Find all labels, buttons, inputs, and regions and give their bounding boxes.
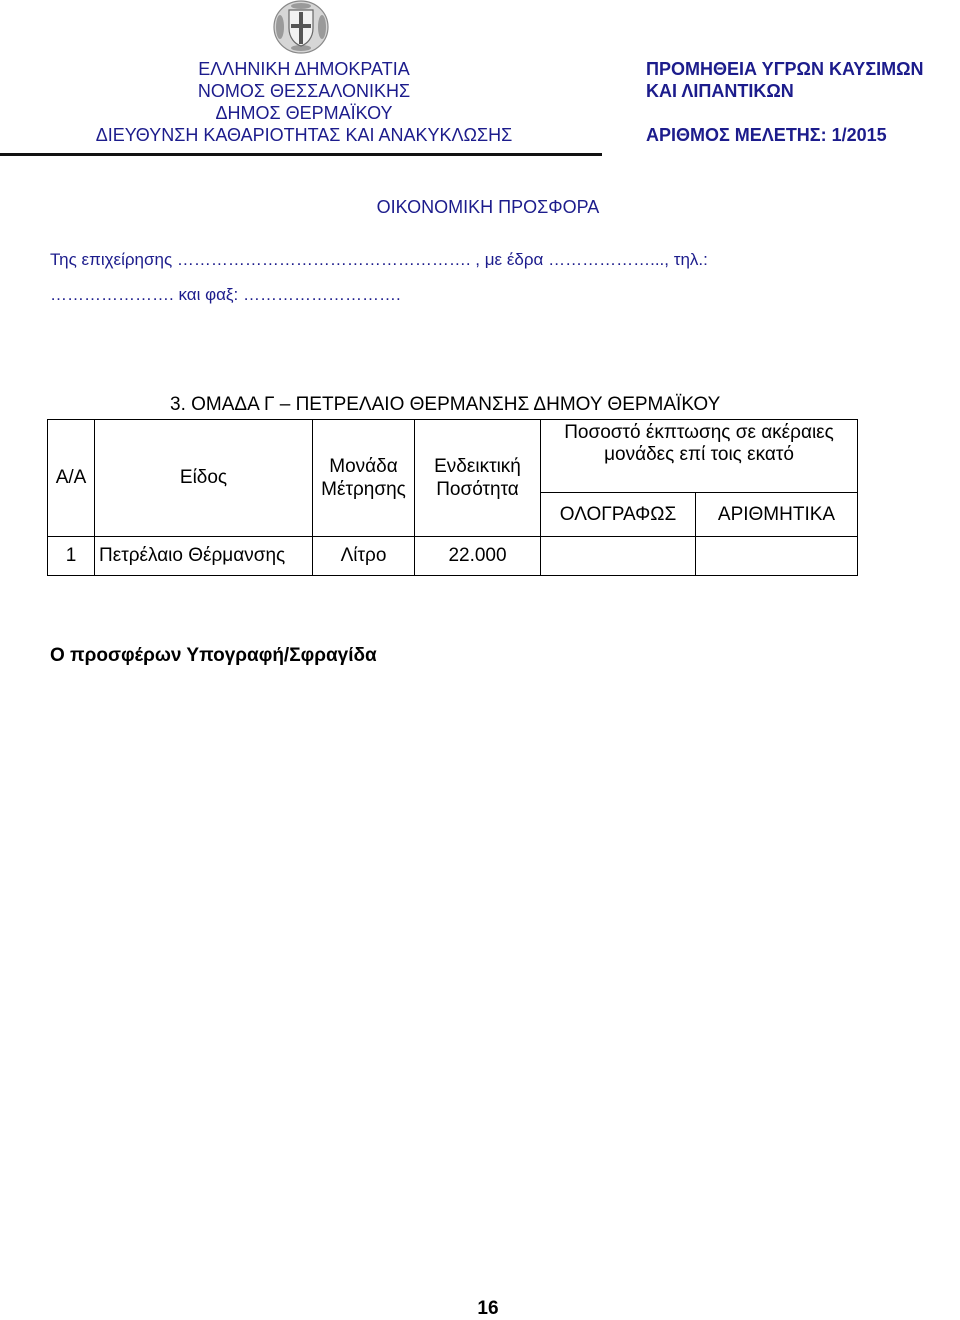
row-qty: 22.000 — [415, 537, 541, 576]
header-aa: Α/Α — [48, 420, 95, 537]
header-divider — [0, 153, 602, 156]
company-line-1: Της επιχείρησης ……………………………………………. , με έδρα ………………..., τηλ.: — [50, 250, 708, 269]
group-title: 3. ΟΜΑΔΑ Γ – ΠΕΤΡΕΛΑΙΟ ΘΕΡΜΑΝΣΗΣ ΔΗΜΟΥ ΘΕΡΜΑΪΚΟΥ — [170, 394, 721, 415]
project-line: ΠΡΟΜΗΘΕΙΑ ΥΓΡΩΝ ΚΑΥΣΙΜΩΝ — [646, 59, 924, 79]
study-number: ΑΡΙΘΜΟΣ ΜΕΛΕΤΗΣ: 1/2015 — [646, 125, 887, 145]
issuer-line: ΔΙΕΥΘΥΝΣΗ ΚΑΘΑΡΙΟΤΗΤΑΣ ΚΑΙ ΑΝΑΚΥΚΛΩΣΗΣ — [95, 125, 513, 145]
row-item: Πετρέλαιο Θέρμανσης — [95, 537, 313, 576]
header-item: Είδος — [95, 420, 313, 537]
row-aa: 1 — [48, 537, 95, 576]
table-header-row — [48, 420, 858, 493]
row-in-numbers[interactable] — [696, 537, 858, 576]
header-discount: Ποσοστό έκπτωσης σε ακέραιες μονάδες επί τοις εκατό — [541, 420, 858, 493]
header-in-numbers: ΑΡΙΘΜΗΤΙΚΑ — [696, 493, 858, 537]
project-line: ΚΑΙ ΛΙΠΑΝΤΙΚΩΝ — [646, 81, 794, 101]
document-title: ΟΙΚΟΝΟΜΙΚΗ ΠΡΟΣΦΟΡΑ — [376, 197, 600, 217]
page-number: 16 — [477, 1298, 499, 1319]
row-unit: Λίτρο — [313, 537, 415, 576]
table-row — [48, 537, 858, 576]
signature-label: Ο προσφέρων Υπογραφή/Σφραγίδα — [50, 645, 377, 666]
issuer-block — [0, 58, 608, 146]
header-unit: Μονάδα Μέτρησης — [313, 420, 415, 537]
issuer-line: ΕΛΛΗΝΙΚΗ ΔΗΜΟΚΡΑΤΙΑ — [198, 59, 410, 79]
offer-table — [47, 419, 858, 576]
issuer-line: ΝΟΜΟΣ ΘΕΣΣΑΛΟΝΙΚΗΣ — [197, 81, 411, 101]
issuer-line: ΔΗΜΟΣ ΘΕΡΜΑΪΚΟΥ — [215, 103, 393, 123]
row-in-words[interactable] — [541, 537, 696, 576]
project-block — [646, 58, 924, 146]
greek-state-emblem — [272, 0, 330, 54]
header-qty: Ενδεικτική Ποσότητα — [415, 420, 541, 537]
header-in-words: ΟΛΟΓΡΑΦΩΣ — [541, 493, 696, 537]
company-line-2: …………………. και φαξ: ………………………. — [50, 285, 401, 304]
